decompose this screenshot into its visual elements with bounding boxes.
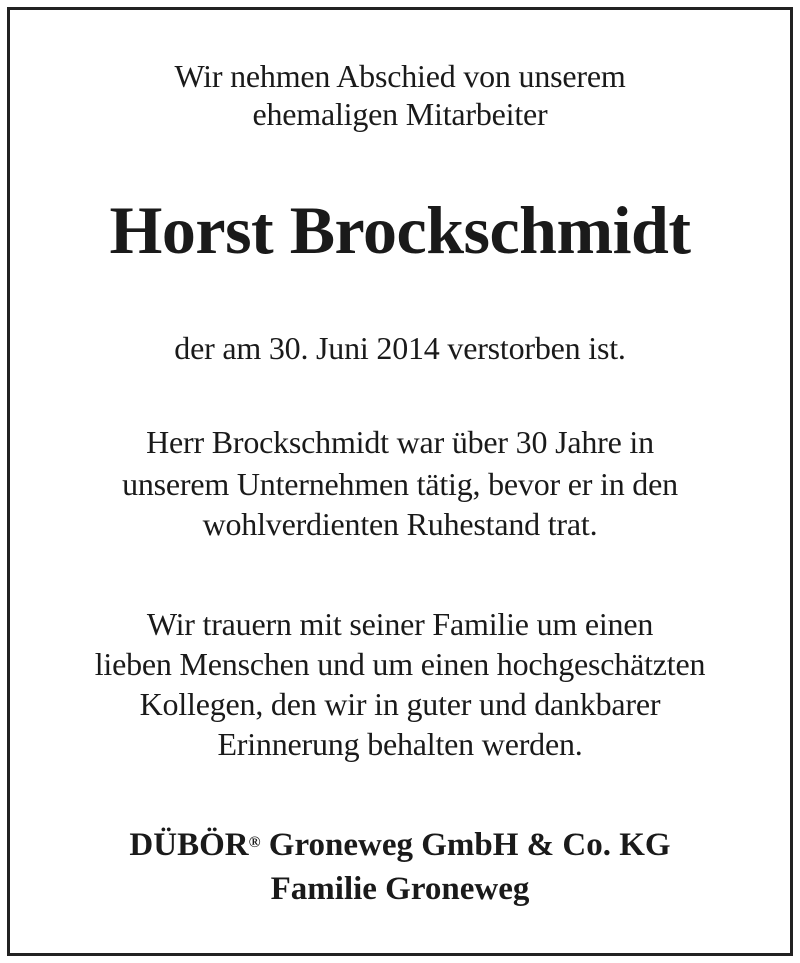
mourning-line-4: Erinnerung behalten werden. [217, 726, 583, 762]
family-signature: Familie Groneweg [270, 871, 530, 907]
mourning-line-1: Wir trauern mit seiner Familie um einen [146, 606, 654, 642]
tribute-line-1: Herr Brockschmidt war über 30 Jahre in [146, 424, 654, 460]
company-name-rest: Groneweg GmbH & Co. KG [260, 827, 671, 863]
tribute-line-2: unserem Unternehmen tätig, bevor er in den [122, 466, 678, 502]
intro-line-2: ehemaligen Mitarbeiter [252, 96, 548, 132]
mourning-line-2: lieben Menschen und um einen hochgeschätzten [94, 646, 706, 682]
company-signature [0, 826, 800, 864]
deceased-name: Horst Brockschmidt [109, 192, 691, 268]
death-date-line: der am 30. Juni 2014 verstorben ist. [174, 330, 626, 366]
registered-mark: ® [248, 834, 261, 851]
company-brand: DÜBÖR [129, 827, 249, 863]
intro-line-1: Wir nehmen Abschied von unserem [174, 58, 626, 94]
tribute-line-3: wohlverdienten Ruhestand trat. [202, 506, 598, 542]
mourning-line-3: Kollegen, den wir in guter und dankbarer [139, 686, 661, 722]
